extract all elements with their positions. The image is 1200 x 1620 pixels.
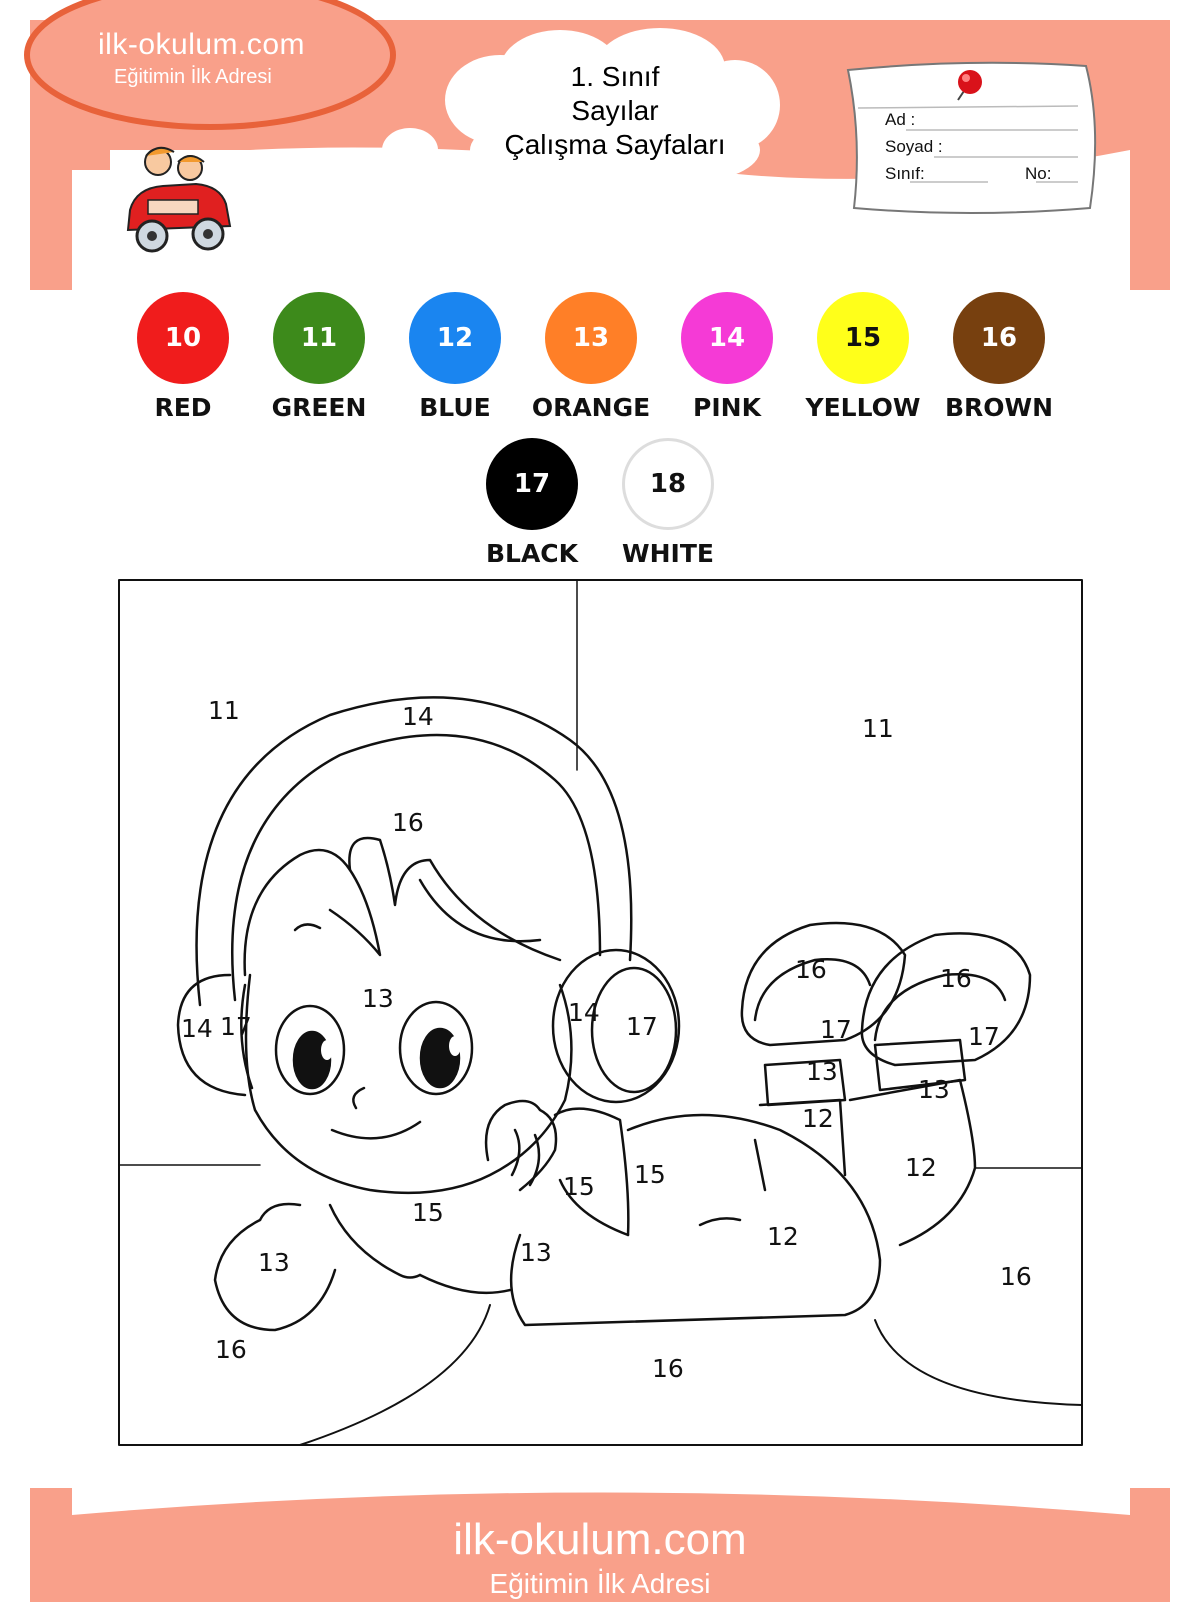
legend-number: 15 bbox=[844, 323, 882, 353]
number-label: No: bbox=[1025, 164, 1052, 183]
area-number: 11 bbox=[862, 714, 894, 743]
legend-number: 12 bbox=[436, 323, 474, 353]
footer-tagline: Eğitimin İlk Adresi bbox=[489, 1568, 711, 1599]
footer-site-logo[interactable]: ilk-okulum.com bbox=[453, 1515, 747, 1564]
title-line-worksheets: Çalışma Sayfaları bbox=[504, 129, 726, 160]
area-number: 12 bbox=[905, 1153, 937, 1182]
area-number: 13 bbox=[918, 1075, 950, 1104]
class-label: Sınıf: bbox=[885, 164, 925, 183]
legend-number: 17 bbox=[513, 469, 551, 499]
area-number: 15 bbox=[563, 1172, 595, 1201]
area-number: 16 bbox=[1000, 1262, 1032, 1291]
area-number: 14 bbox=[568, 998, 600, 1027]
legend-name-orange: ORANGE bbox=[531, 393, 651, 422]
area-number: 16 bbox=[215, 1335, 247, 1364]
area-number: 14 bbox=[402, 702, 434, 731]
area-number: 17 bbox=[220, 1012, 252, 1041]
name-label: Ad : bbox=[885, 110, 916, 129]
area-number: 11 bbox=[208, 696, 240, 725]
legend-number: 16 bbox=[980, 323, 1018, 353]
legend-number: 11 bbox=[300, 323, 338, 353]
area-number: 12 bbox=[802, 1104, 834, 1133]
area-number: 13 bbox=[258, 1248, 290, 1277]
legend-number: 10 bbox=[164, 323, 202, 353]
area-number: 17 bbox=[626, 1012, 658, 1041]
area-number: 12 bbox=[767, 1222, 799, 1251]
legend-name-brown: BROWN bbox=[944, 393, 1054, 422]
title-line-subject: Sayılar bbox=[571, 95, 659, 126]
area-number: 16 bbox=[940, 964, 972, 993]
legend-name-pink: PINK bbox=[693, 393, 761, 422]
site-tagline: Eğitimin İlk Adresi bbox=[114, 66, 272, 88]
surname-label: Soyad : bbox=[885, 137, 943, 156]
site-logo[interactable]: ilk-okulum.com bbox=[98, 28, 306, 61]
legend-name-yellow: YELLOW bbox=[805, 393, 921, 422]
area-number: 17 bbox=[968, 1022, 1000, 1051]
area-number: 14 bbox=[181, 1014, 213, 1043]
area-number: 15 bbox=[634, 1160, 666, 1189]
area-number: 15 bbox=[412, 1198, 444, 1227]
area-number: 16 bbox=[392, 808, 424, 837]
area-number: 17 bbox=[820, 1015, 852, 1044]
legend-number: 13 bbox=[572, 323, 610, 353]
legend-number: 18 bbox=[649, 469, 687, 499]
legend-number: 14 bbox=[708, 323, 746, 353]
area-number: 13 bbox=[362, 984, 394, 1013]
legend-name-red: RED bbox=[154, 393, 212, 422]
area-number: 16 bbox=[652, 1354, 684, 1383]
legend-name-black: BLACK bbox=[485, 539, 579, 568]
legend-name-white: WHITE bbox=[622, 539, 714, 568]
legend-name-blue: BLUE bbox=[419, 393, 491, 422]
area-number: 16 bbox=[795, 955, 827, 984]
area-number: 13 bbox=[806, 1057, 838, 1086]
title-line-grade: 1. Sınıf bbox=[570, 61, 660, 92]
legend-name-green: GREEN bbox=[271, 393, 367, 422]
area-number: 13 bbox=[520, 1238, 552, 1267]
